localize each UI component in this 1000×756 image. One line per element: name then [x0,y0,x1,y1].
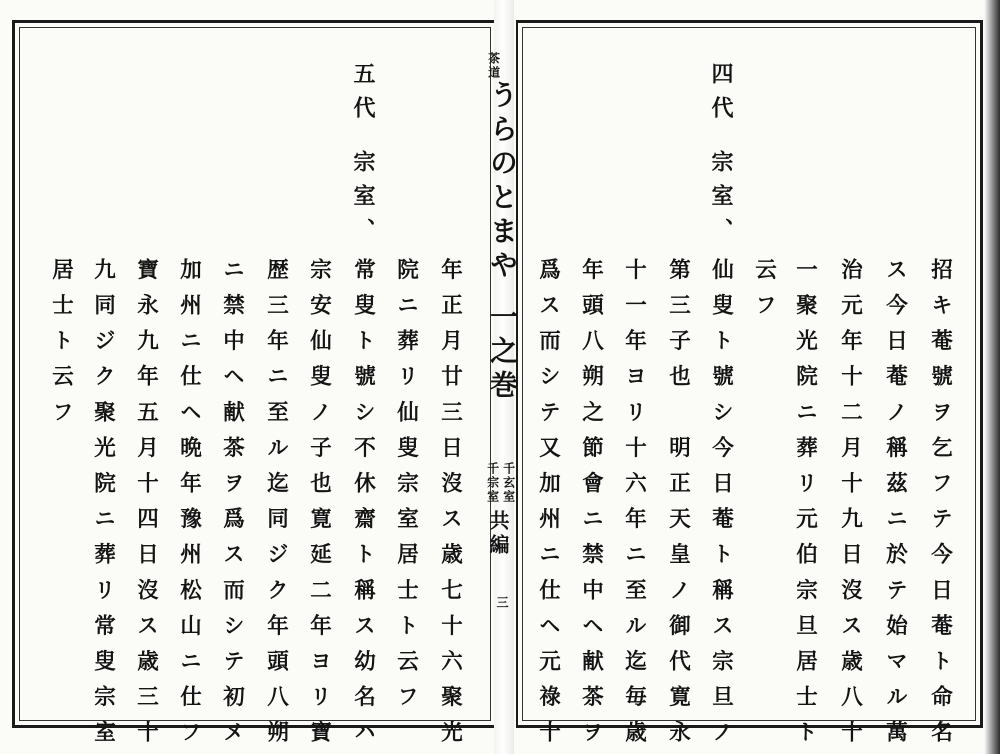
right-text-column: 爲ス而シテ又加州ニ仕ヘ元祿十 [535,258,561,756]
left-text-column: 居士ト云フ [48,258,74,436]
right-text-column: 招キ菴號ヲ乞フテ今日菴ト命名 [927,258,953,756]
left-text-column: 宗安仙叟ノ子也寛延二年ヨリ寶 [306,258,332,756]
running-head-volume: 一之巻 [486,302,519,404]
left-text-column: 常叟ト號シ不休齋ト稱ス幼名ハ [350,258,376,756]
right-text-column: 一聚光院ニ葬リ元伯宗旦居士ト [792,258,818,756]
left-heading-name: 宗室、 [350,150,376,252]
page-edge-shadow [984,0,1000,754]
running-head-title: うらのとまや [486,80,519,284]
left-text-column: 寶永九年五月十四日沒ス歳三十 [133,258,159,756]
running-head-editor-1: 千玄室 [501,462,516,504]
left-heading-generation: 五代 [350,62,376,130]
right-text-column: 治元年十二月十九日沒ス歳八十 [837,258,863,756]
right-text-column: 仙叟ト號シ今日菴ト稱ス宗旦ノ [708,258,734,756]
running-head-editor-2: 千宗室 [485,462,500,504]
left-text-column: 歴三年ニ至ル迄同ジク年頭八朔 [263,258,289,756]
right-heading-name: 宗室、 [708,150,734,252]
running-head-category: 茶道 [486,52,501,80]
left-text-column: ニ禁中ヘ献茶ヲ爲ス而シテ初メ [219,258,245,756]
right-heading-generation: 四代 [708,62,734,130]
left-text-column: 九同ジク聚光院ニ葬リ常叟宗室 [90,258,116,756]
right-text-column: 十一年ヨリ十六年ニ至ル迄毎歳 [621,258,647,756]
right-text-column: ス今日菴ノ稱茲ニ於テ始マル萬 [882,258,908,756]
left-text-column: 加州ニ仕ヘ晩年豫州松山ニ仕フ [176,258,202,756]
running-head-edited: 共編 [486,510,510,558]
left-text-column: 年正月廿三日沒ス歳七十六聚光 [437,258,463,756]
right-text-column: 第三子也 明正天皇ノ御代寛永 [665,258,691,756]
right-text-column: 年頭八朔之節會ニ禁中ヘ献茶ヲ [578,258,604,756]
right-text-column: 云フ [751,258,777,330]
left-text-column: 院ニ葬リ仙叟宗室居士ト云フ [393,258,419,721]
page-number: 三 [495,596,509,608]
